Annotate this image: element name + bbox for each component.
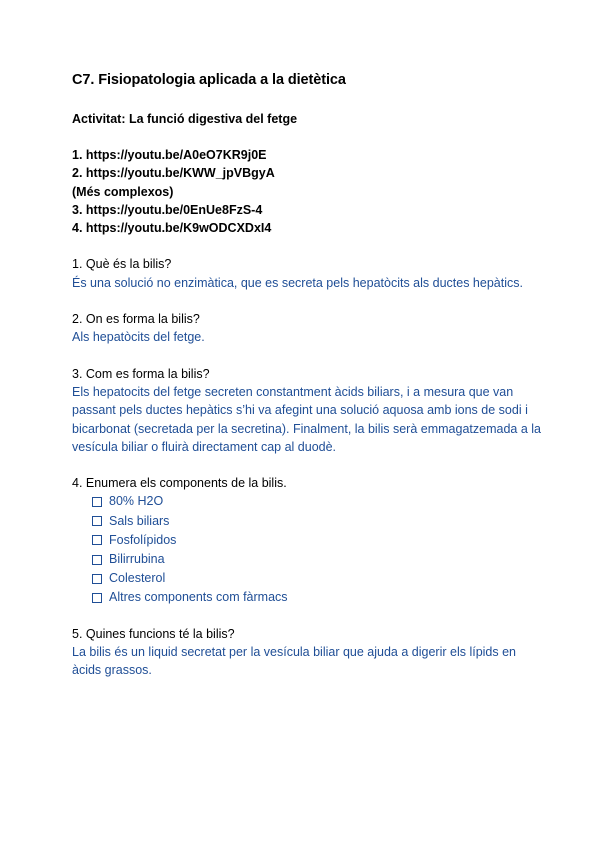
checklist-item — [92, 569, 542, 588]
question-block-5 — [72, 625, 542, 680]
checkbox-icon[interactable] — [92, 593, 102, 603]
checklist-item — [92, 588, 542, 607]
question-4: 4. Enumera els components de la bilis. — [72, 476, 287, 491]
question-1: 1. Què és la bilis? — [72, 257, 172, 272]
checklist-item-label: Fosfolípidos — [109, 532, 177, 547]
question-block-1 — [72, 255, 542, 292]
question-block-3 — [72, 365, 542, 456]
checkbox-icon[interactable] — [92, 497, 102, 507]
activity-heading: Activitat: La funció digestiva del fetge — [72, 112, 298, 126]
answer-1: És una solució no enzimàtica, que es secreta pels hepatòcits als ductes hepàtics. — [72, 275, 523, 290]
checkbox-icon[interactable] — [92, 555, 102, 565]
video-link-2[interactable]: 2. https://youtu.be/KWW_jpVBgyA — [72, 166, 275, 181]
video-links — [72, 146, 542, 237]
checkbox-icon[interactable] — [92, 574, 102, 584]
checklist-item — [92, 550, 542, 569]
checkbox-icon[interactable] — [92, 516, 102, 526]
video-link-4[interactable]: 4. https://youtu.be/K9wODCXDxI4 — [72, 221, 272, 236]
checklist-item — [92, 492, 542, 511]
question-block-4 — [72, 474, 542, 608]
checklist-item-label: Colesterol — [109, 571, 166, 586]
document-title: C7. Fisiopatologia aplicada a la dietètica — [72, 72, 346, 88]
checklist-item-label: 80% H2O — [109, 494, 164, 509]
answer-3: Els hepatocits del fetge secreten constantment àcids biliars, i a mesura que van passant pels ductes hepàtics s’hi va afegint una solució aquosa amb ions de sodi i bicarbonat (secretada per la secretina). Finalment, la bilis serà emmagatzemada a la vesícula biliar o fluirà directament cap al duodè. — [72, 384, 541, 454]
checklist-item-label: Altres components com fàrmacs — [109, 590, 288, 605]
video-link-1[interactable]: 1. https://youtu.be/A0eO7KR9j0E — [72, 148, 267, 162]
checkbox-icon[interactable] — [92, 535, 102, 545]
checklist-item-label: Sals biliars — [109, 513, 170, 528]
checklist-item — [92, 512, 542, 531]
question-block-2 — [72, 310, 542, 347]
checklist-item-label: Bilirrubina — [109, 552, 165, 567]
links-note: (Més complexos) — [72, 184, 174, 199]
question-2: 2. On es forma la bilis? — [72, 312, 200, 327]
video-link-3[interactable]: 3. https://youtu.be/0EnUe8FzS-4 — [72, 202, 263, 217]
checklist-item — [92, 531, 542, 550]
answer-5: La bilis és un liquid secretat per la vesícula biliar que ajuda a digerir els lípids en àcids grassos. — [72, 644, 517, 678]
question-3: 3. Com es forma la bilis? — [72, 366, 210, 381]
question-5: 5. Quines funcions té la bilis? — [72, 626, 235, 641]
answer-2: Als hepatòcits del fetge. — [72, 330, 205, 345]
components-checklist — [72, 492, 542, 607]
document-page — [72, 70, 542, 680]
